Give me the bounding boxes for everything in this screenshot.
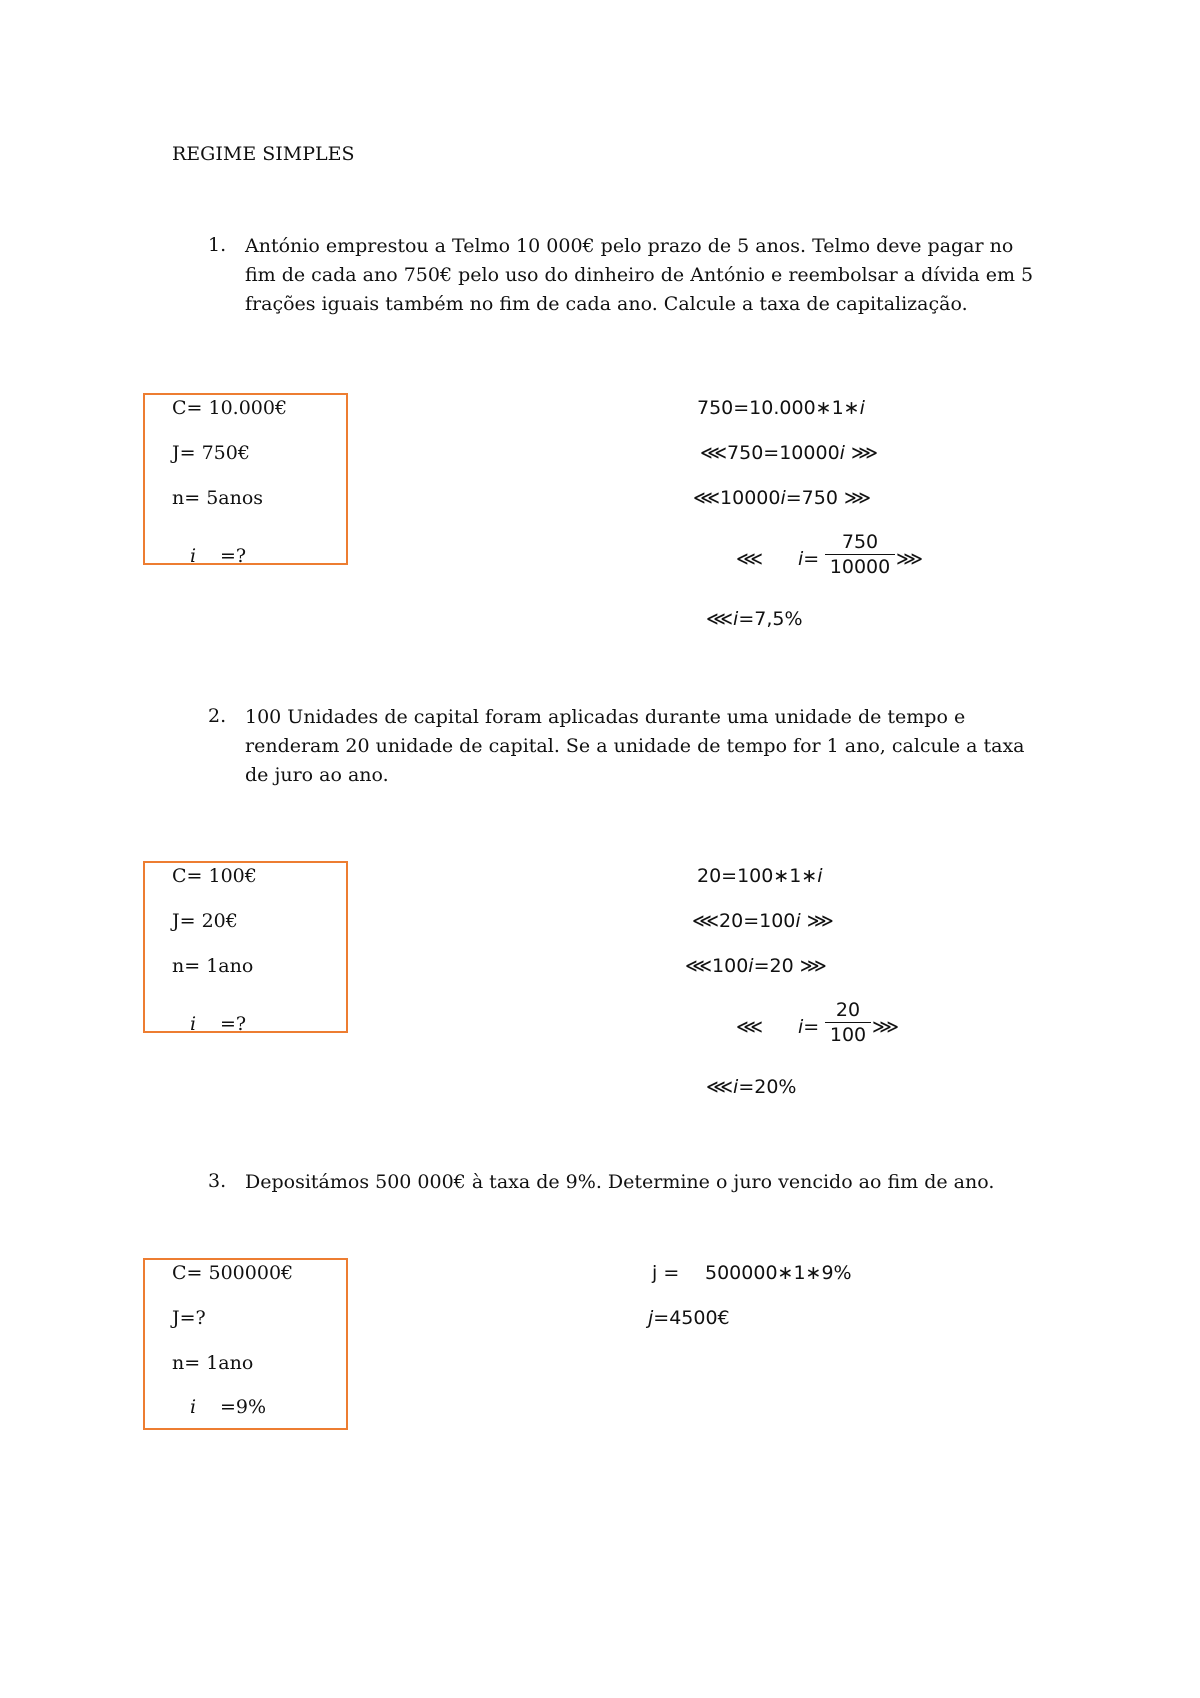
problem-3-text: Depositámos 500 000€ à taxa de 9%. Determine o juro vencido ao fim de ano. bbox=[245, 1171, 995, 1193]
solution-3-line-1-lhs: j = bbox=[652, 1262, 680, 1284]
solution-1-line-4-open: ⋘ bbox=[736, 548, 764, 570]
solution-1-fraction bbox=[825, 531, 895, 578]
solution-1-line-2: ⋘750=10000i ⋙ bbox=[700, 442, 879, 464]
solution-2-line-1: 20=100∗1∗i bbox=[697, 865, 823, 887]
given-2-period: n= 1ano bbox=[172, 955, 254, 977]
given-1-rate-var: i bbox=[190, 545, 197, 567]
solution-1-line-4-lhs: i= bbox=[798, 548, 820, 570]
given-2-rate-value: =? bbox=[220, 1013, 247, 1035]
given-3-interest: J=? bbox=[172, 1307, 206, 1329]
given-3-period: n= 1ano bbox=[172, 1352, 254, 1374]
solution-2-fraction bbox=[825, 999, 871, 1046]
problem-2-text: 100 Unidades de capital foram aplicadas durante uma unidade de tempo e renderam 20 unidade de capital. Se a unidade de tempo for 1 ano, calcule a taxa de juro ao ano. bbox=[245, 706, 1025, 786]
solution-2-line-5: ⋘i=20% bbox=[706, 1076, 797, 1098]
solution-1-line-4-close: ⋙ bbox=[896, 548, 924, 570]
given-2-rate-var: i bbox=[190, 1013, 197, 1035]
given-3-rate-value: =9% bbox=[220, 1396, 267, 1418]
solution-1-line-5: ⋘i=7,5% bbox=[706, 608, 803, 630]
solution-1-line-3: ⋘10000i=750 ⋙ bbox=[693, 487, 872, 509]
given-1-capital: C= 10.000€ bbox=[172, 397, 288, 419]
problem-1-number: 1. bbox=[208, 234, 227, 256]
solution-2-line-4-lhs: i= bbox=[798, 1016, 820, 1038]
given-1-interest: J= 750€ bbox=[172, 442, 250, 464]
solution-1-numerator: 750 bbox=[841, 531, 879, 553]
solution-1-denominator: 10000 bbox=[829, 556, 891, 578]
solution-3-line-2: j=4500€ bbox=[648, 1307, 730, 1329]
given-1-period: n= 5anos bbox=[172, 487, 264, 509]
problem-3-number: 3. bbox=[208, 1170, 227, 1192]
solution-2-line-2: ⋘20=100i ⋙ bbox=[692, 910, 834, 932]
given-3-rate-var: i bbox=[190, 1396, 197, 1418]
solution-2-line-3: ⋘100i=20 ⋙ bbox=[685, 955, 827, 977]
solution-3-line-1: 500000∗1∗9% bbox=[705, 1262, 852, 1284]
given-1-rate-value: =? bbox=[220, 545, 247, 567]
given-2-capital: C= 100€ bbox=[172, 865, 257, 887]
problem-2-number: 2. bbox=[208, 705, 227, 727]
problem-1-text: António emprestou a Telmo 10 000€ pelo prazo de 5 anos. Telmo deve pagar no fim de cada ano 750€ pelo uso do dinheiro de António e reembolsar a dívida em 5 frações iguais também no fim de cada ano. Calcule a taxa de capitalização. bbox=[245, 235, 1034, 315]
given-3-capital: C= 500000€ bbox=[172, 1262, 294, 1284]
fraction-bar bbox=[825, 554, 895, 555]
fraction-bar bbox=[825, 1022, 871, 1023]
solution-2-denominator: 100 bbox=[829, 1024, 867, 1046]
solution-1-line-1: 750=10.000∗1∗i bbox=[697, 397, 865, 419]
given-2-interest: J= 20€ bbox=[172, 910, 238, 932]
solution-2-line-4-open: ⋘ bbox=[736, 1016, 764, 1038]
solution-2-numerator: 20 bbox=[835, 999, 861, 1021]
page-heading: REGIME SIMPLES bbox=[172, 143, 355, 165]
solution-2-line-4-close: ⋙ bbox=[872, 1016, 900, 1038]
